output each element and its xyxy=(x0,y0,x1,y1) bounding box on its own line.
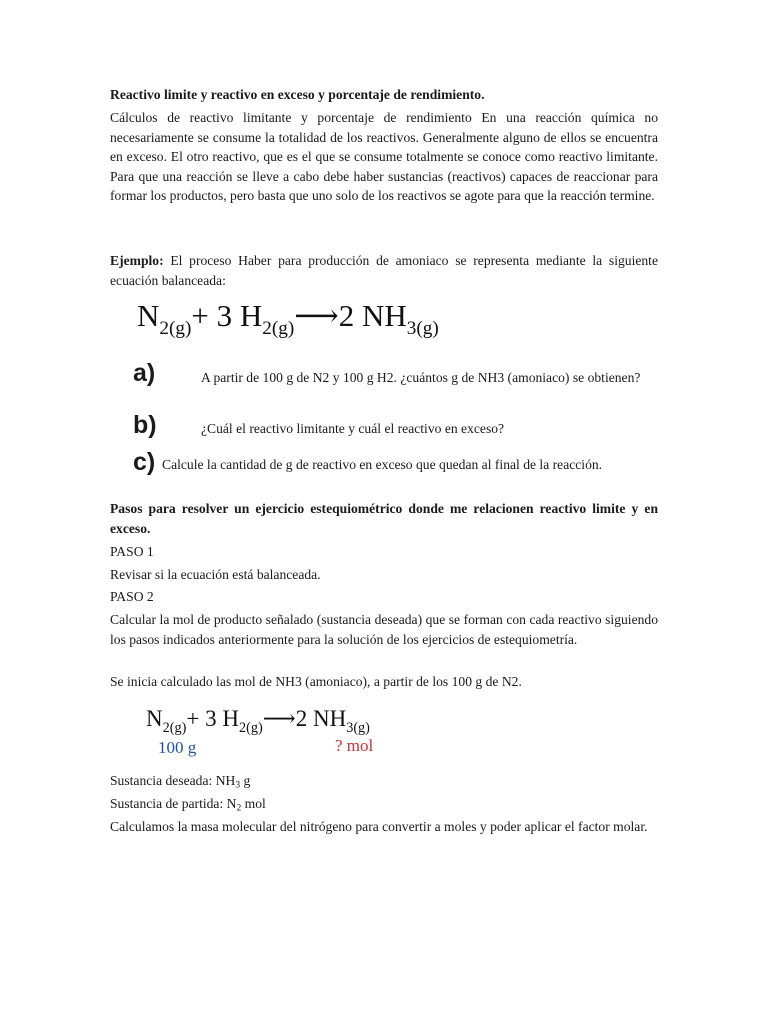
example-text: El proceso Haber para producción de amoniaco se representa mediante la siguiente ecuación balanceada: xyxy=(110,253,658,288)
example-paragraph xyxy=(110,251,658,290)
intro-paragraph: Cálculos de reactivo limitante y porcentaje de rendimiento En una reacción química no necesariamente se consume la totalidad de los reactivos. Generalmente alguno de ellos se encuentra en exceso. El otro reactivo, que es el que se consume totalmente se conoce como reactivo limitante. Para que una reacción se lleve a cabo debe haber sustancias (reactivos) capaces de reaccionar para formar los productos, pero basta que uno solo de los reactivos se agote para que la reacción termine. xyxy=(110,110,658,203)
given-mass-label: 100 g xyxy=(158,738,197,757)
starting-unit: mol xyxy=(241,796,266,811)
starting-label: Sustancia de partida: N xyxy=(110,796,237,811)
desired-subscript: 3 xyxy=(235,780,241,791)
nh3-term: 2 NH xyxy=(295,706,347,731)
final-paragraph: Calculamos la masa molecular del nitrógeno para convertir a moles y poder aplicar el factor molar. xyxy=(110,819,648,834)
document-title: Reactivo limite y reactivo en exceso y porcentaje de rendimiento. xyxy=(110,87,485,102)
question-b-label: b) xyxy=(133,411,157,439)
paso2-text: Calcular la mol de producto señalado (sustancia deseada) que se forman con cada reactivo siguiendo los pasos indicados anteriormente para la solución de los ejercicios de estequiometría. xyxy=(110,612,658,647)
n2-subscript: 2(g) xyxy=(159,318,192,340)
paso1-text: Revisar si la ecuación está balanceada. xyxy=(110,567,321,582)
starting-subscript: 2 xyxy=(236,803,242,814)
h2-term: + 3 H xyxy=(191,298,263,333)
question-a-text: A partir de 100 g de N2 y 100 g H2. ¿cuántos g de NH3 (amoniaco) se obtienen? xyxy=(201,370,641,385)
nh3-subscript: 3(g) xyxy=(406,318,439,340)
steps-heading: Pasos para resolver un ejercicio estequiométrico donde me relacionen reactivo limite y en exceso. xyxy=(110,501,658,536)
paso1-label: PASO 1 xyxy=(110,544,154,559)
n2-subscript: 2(g) xyxy=(162,719,187,736)
question-c-text: Calcule la cantidad de g de reactivo en exceso que quedan al final de la reacción. xyxy=(162,457,603,472)
h2-subscript: 2(g) xyxy=(262,318,295,340)
desired-substance xyxy=(110,771,658,791)
question-a-label: a) xyxy=(133,359,156,387)
haber-equation-annotated xyxy=(146,703,370,735)
paso2-label: PASO 2 xyxy=(110,589,154,604)
desired-label: Sustancia deseada: NH xyxy=(110,773,236,788)
unknown-mol-label: ? mol xyxy=(335,736,374,755)
n2-symbol: N xyxy=(146,706,163,731)
question-b-text: ¿Cuál el reactivo limitante y cuál el reactivo en exceso? xyxy=(201,421,505,436)
reaction-arrow: ⟶ xyxy=(294,298,339,333)
n2-symbol: N xyxy=(137,298,160,333)
reaction-arrow: ⟶ xyxy=(262,706,296,731)
question-c-label: c) xyxy=(133,448,156,476)
nh3-subscript: 3(g) xyxy=(346,719,370,736)
example-label: Ejemplo: xyxy=(110,253,164,268)
h2-subscript: 2(g) xyxy=(238,719,263,736)
desired-unit: g xyxy=(240,773,251,788)
paso2-note: Se inicia calculado las mol de NH3 (amoniaco), a partir de los 100 g de N2. xyxy=(110,674,522,689)
h2-term: + 3 H xyxy=(186,706,239,731)
haber-equation xyxy=(137,296,439,340)
nh3-term: 2 NH xyxy=(338,298,407,333)
starting-substance xyxy=(110,794,658,814)
